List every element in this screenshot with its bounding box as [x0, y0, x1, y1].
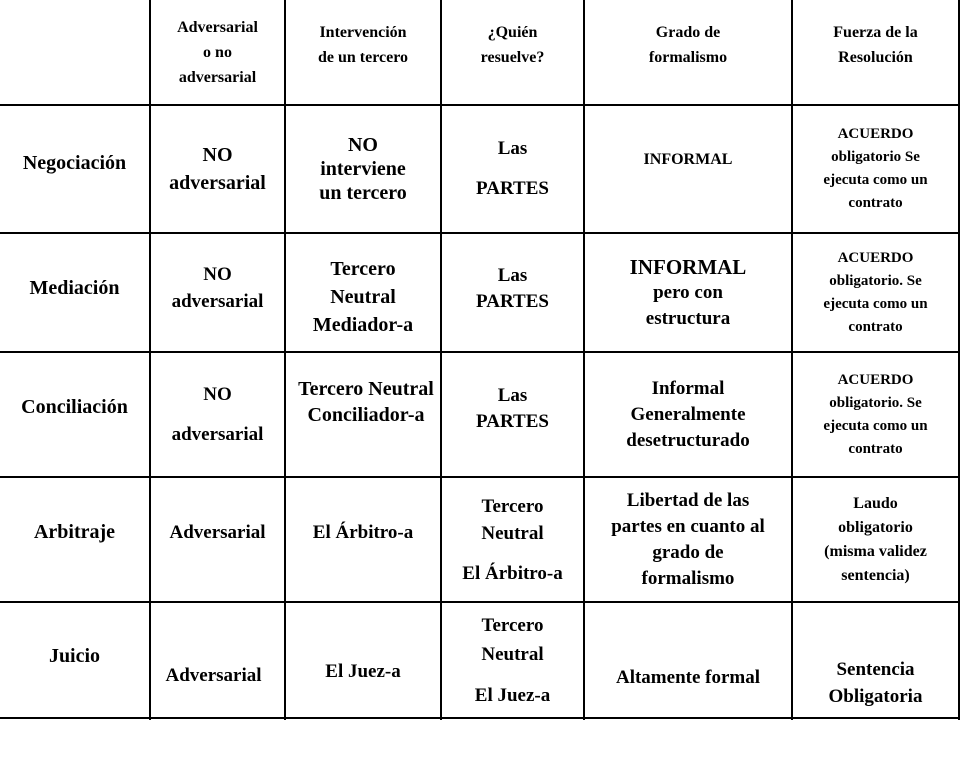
- cell-text: partes en cuanto al: [611, 515, 765, 537]
- cell-arbitraje-tercero: [286, 478, 440, 588]
- cell-negociacion-adversarial: [151, 106, 284, 232]
- cell-negociacion-fuerza: [793, 106, 958, 232]
- header-adversarial: [151, 0, 284, 104]
- cell-text: Adversarial: [165, 665, 262, 686]
- cell-text: ACUERDO: [837, 126, 914, 142]
- cell-text: sentencia): [841, 566, 910, 584]
- cell-conciliacion-adversarial: [151, 353, 284, 476]
- header-text: adversarial: [178, 68, 257, 86]
- cell-text: ACUERDO: [837, 249, 914, 266]
- cell-text: formalismo: [641, 567, 735, 589]
- cell-negociacion-tercero: [286, 106, 440, 232]
- cell-text: Adversarial: [169, 522, 266, 543]
- cell-text: ACUERDO: [837, 371, 914, 388]
- row-label-text: Juicio: [48, 645, 101, 667]
- cell-negociacion-resuelve: [442, 106, 583, 232]
- cell-juicio-resuelve: [442, 603, 583, 717]
- cell-arbitraje-formalismo: [585, 478, 791, 601]
- cell-text: obligatorio: [838, 518, 913, 536]
- cell-juicio-formalismo: [585, 603, 791, 753]
- header-text: Fuerza de la: [833, 24, 918, 41]
- header-text: de un tercero: [317, 49, 409, 66]
- cell-text: NO: [203, 383, 232, 405]
- cell-text: (misma validez: [824, 542, 927, 560]
- cell-text: Tercero: [481, 614, 544, 636]
- cell-text: adversarial: [169, 172, 266, 194]
- row-label-text: Conciliación: [21, 396, 128, 418]
- cell-text: PARTES: [476, 291, 549, 312]
- cell-text: Neutral: [330, 285, 396, 308]
- header-text: Intervención: [319, 24, 407, 41]
- cell-text: ejecuta como un: [823, 417, 928, 434]
- cell-text: Tercero Neutral: [298, 378, 434, 400]
- header-text: Grado de: [655, 24, 721, 41]
- row-label-negociacion: [0, 106, 149, 220]
- cell-text: Conciliador-a: [307, 404, 425, 426]
- row-label-conciliacion: [0, 353, 149, 461]
- header-intervencion: [286, 0, 440, 90]
- cell-text: Laudo: [853, 494, 898, 512]
- header-quien-resuelve: [442, 0, 583, 90]
- cell-conciliacion-resuelve: [442, 353, 583, 465]
- cell-arbitraje-fuerza: [793, 478, 958, 601]
- cell-text: grado de: [652, 541, 724, 563]
- cell-text: Libertad de las: [626, 489, 750, 511]
- row-label-juicio: [0, 603, 149, 709]
- cell-arbitraje-adversarial: [151, 478, 284, 588]
- header-text: ¿Quién: [487, 24, 538, 41]
- cell-text: contrato: [848, 195, 903, 211]
- cell-text: interviene: [320, 158, 406, 180]
- cell-text: estructura: [645, 307, 731, 329]
- cell-text: PARTES: [476, 178, 549, 199]
- cell-conciliacion-fuerza: [793, 353, 958, 476]
- cell-mediacion-resuelve: [442, 234, 583, 344]
- cell-text: ejecuta como un: [823, 172, 928, 188]
- cell-text: desetructurado: [626, 429, 750, 451]
- cell-text: El Juez-a: [325, 661, 401, 682]
- cell-text: contrato: [848, 440, 903, 457]
- cell-text: El Árbitro-a: [462, 562, 563, 584]
- cell-text: Altamente formal: [615, 667, 761, 688]
- cell-text: NO: [347, 134, 378, 156]
- cell-arbitraje-resuelve: [442, 478, 583, 601]
- row-label-text: Mediación: [29, 277, 120, 299]
- row-label-text: Negociación: [22, 152, 127, 174]
- cell-conciliacion-tercero: [286, 353, 446, 451]
- cell-juicio-adversarial: [151, 603, 276, 749]
- cell-mediacion-adversarial: [151, 234, 284, 342]
- header-text: Resolución: [838, 49, 913, 66]
- cell-text: Las: [497, 385, 528, 406]
- header-fuerza-resolucion: [793, 0, 958, 90]
- cell-text: Las: [497, 138, 528, 159]
- cell-mediacion-tercero: [286, 234, 440, 351]
- cell-text: obligatorio Se: [831, 149, 920, 165]
- cell-text: Neutral: [481, 643, 544, 665]
- cell-text: Las: [497, 265, 528, 286]
- cell-text: contrato: [848, 318, 903, 335]
- cell-mediacion-formalismo: [585, 234, 791, 351]
- cell-text: NO: [203, 264, 232, 285]
- cell-text: pero con: [653, 281, 723, 303]
- cell-text: adversarial: [171, 291, 264, 312]
- cell-text: Tercero: [481, 495, 544, 517]
- cell-text: El Juez-a: [474, 684, 551, 706]
- header-text: resuelve?: [480, 49, 545, 66]
- cell-text: Neutral: [481, 522, 544, 544]
- row-label-mediacion: [0, 234, 149, 342]
- cell-text: Tercero: [330, 257, 396, 280]
- cell-text: Mediador-a: [312, 313, 414, 336]
- cell-conciliacion-formalismo: [585, 353, 791, 476]
- header-text: o no: [203, 43, 232, 61]
- cell-text: PARTES: [476, 411, 549, 432]
- cell-text: Generalmente: [630, 403, 746, 425]
- cell-text: obligatorio. Se: [829, 394, 922, 411]
- cell-text: un tercero: [319, 182, 407, 204]
- header-text: Adversarial: [177, 18, 258, 36]
- header-grado-formalismo: [585, 0, 791, 90]
- row-label-text: Arbitraje: [33, 521, 116, 543]
- header-text: formalismo: [648, 49, 728, 66]
- cell-text: Sentencia: [836, 659, 915, 680]
- cell-negociacion-formalismo: [585, 106, 791, 214]
- cell-mediacion-fuerza: [793, 234, 958, 351]
- cell-text: ejecuta como un: [823, 295, 928, 312]
- row-label-arbitraje: [0, 478, 149, 586]
- cell-text: Obligatoria: [828, 686, 923, 707]
- cell-juicio-fuerza: [793, 603, 958, 763]
- cell-text: Informal: [651, 377, 725, 399]
- cell-text: adversarial: [171, 423, 264, 445]
- cell-text: obligatorio. Se: [829, 272, 922, 289]
- cell-text: NO: [202, 144, 233, 166]
- cell-text: INFORMAL: [643, 151, 733, 168]
- cell-text: INFORMAL: [629, 254, 747, 279]
- cell-text: El Árbitro-a: [312, 522, 414, 543]
- cell-juicio-tercero: [286, 603, 440, 741]
